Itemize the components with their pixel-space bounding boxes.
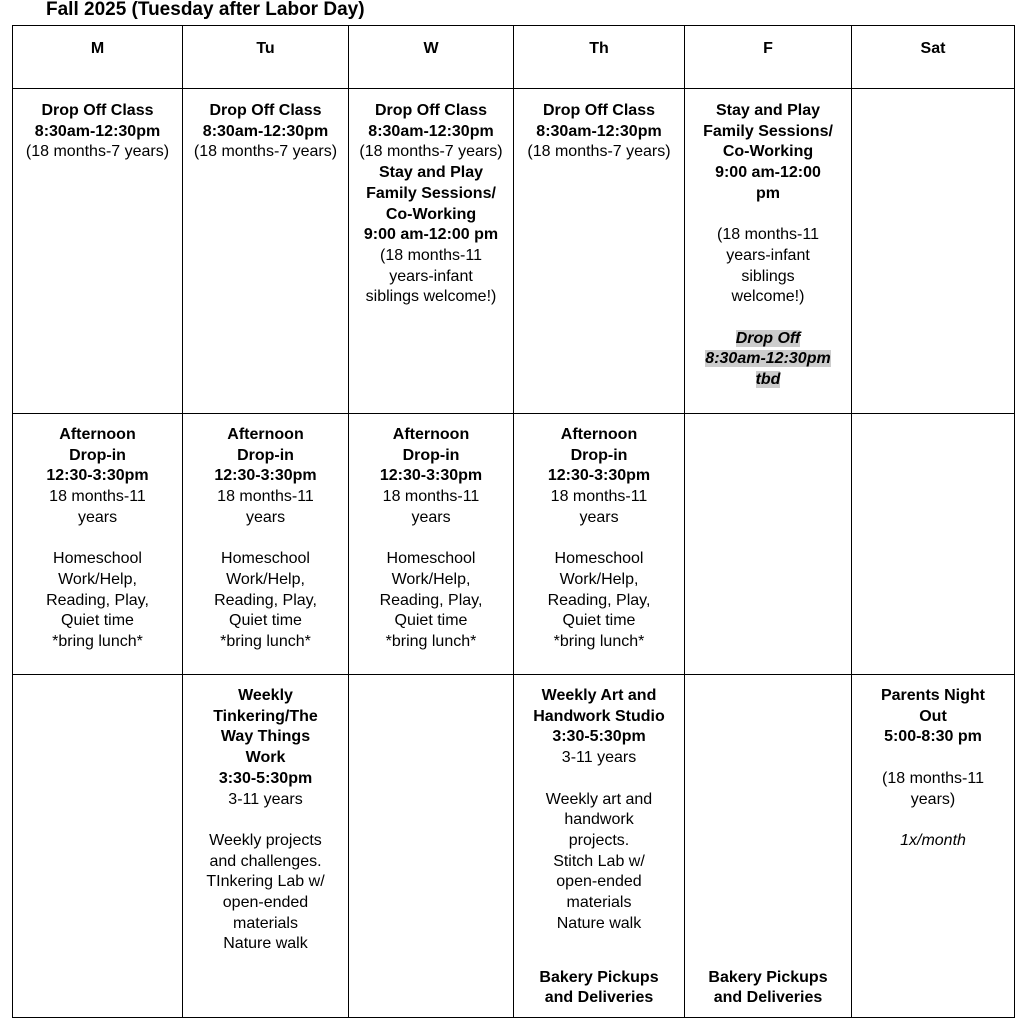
stay-play-time: 9:00 am-12:00 pm — [715, 164, 821, 202]
dropoff-time: 8:30am-12:30pm — [202, 122, 329, 140]
afternoon-note: *bring lunch* — [220, 633, 311, 651]
afternoon-name: Afternoon Drop-in — [59, 426, 136, 464]
bakery-note: Bakery Pickups and Deliveries — [539, 968, 659, 1007]
tinkering-name: Weekly Tinkering/The Way Things Work — [213, 687, 318, 767]
dropoff-time: 8:30am-12:30pm — [34, 122, 161, 140]
day-header-fri: F — [685, 26, 852, 89]
afternoon-desc: Homeschool Work/Help, Reading, Play, Quiet time — [214, 550, 317, 630]
thu-afternoon-cell — [514, 414, 685, 675]
afternoon-note: *bring lunch* — [52, 633, 143, 651]
afternoon-ages: 18 months-11 years — [217, 488, 314, 526]
afternoon-desc: Homeschool Work/Help, Reading, Play, Quiet time — [379, 550, 483, 630]
dropoff-time: 8:30am-12:30pm — [368, 122, 494, 140]
dropoff-name: Drop Off Class — [41, 102, 154, 119]
friday-dropoff-line2: 8:30am-12:30pm — [705, 350, 831, 368]
afternoon-ages: 18 months-11 years — [382, 488, 480, 526]
afternoon-row — [13, 414, 1015, 675]
tue-tinkering-cell — [183, 675, 349, 1018]
tue-afternoon-cell — [183, 414, 349, 675]
stay-play-ages: (18 months-11 years-infant siblings welcome!) — [365, 246, 497, 306]
stay-play-name: Stay and Play Family Sessions/ Co-Working — [703, 102, 833, 161]
day-header-wed: W — [349, 26, 514, 89]
dropoff-name: Drop Off Class — [374, 102, 487, 119]
thu-art-cell — [514, 675, 685, 1018]
tinkering-ages: 3-11 years — [228, 790, 303, 808]
afternoon-ages: 18 months-11 years — [550, 488, 648, 526]
mon-afternoon-cell — [13, 414, 183, 675]
day-header-row — [13, 26, 1015, 89]
stay-play-time: 9:00 am-12:00 pm — [363, 226, 499, 244]
dropoff-name: Drop Off Class — [209, 102, 322, 119]
day-header-tue: Tu — [183, 26, 349, 89]
tinkering-walk: Nature walk — [223, 935, 308, 953]
sat-parents-night-cell — [852, 675, 1015, 1018]
sat-afternoon-cell — [852, 414, 1015, 675]
tue-dropoff-cell — [183, 89, 349, 414]
afternoon-desc: Homeschool Work/Help, Reading, Play, Quiet time — [547, 550, 651, 630]
art-name: Weekly Art and Handwork Studio — [533, 687, 665, 725]
friday-dropoff-line3: tbd — [755, 371, 781, 389]
day-header-thu: Th — [514, 26, 685, 89]
tinkering-time: 3:30-5:30pm — [218, 769, 313, 787]
bakery-note: Bakery Pickups and Deliveries — [708, 968, 828, 1007]
art-stitch: Stitch Lab w/ open-ended materials — [553, 852, 645, 912]
afternoon-time: 12:30-3:30pm — [379, 467, 483, 485]
wed-dropoff-cell — [349, 89, 514, 414]
afternoon-ages: 18 months-11 years — [49, 488, 146, 526]
stay-play-name: Stay and Play Family Sessions/ Co-Working — [366, 164, 496, 223]
art-walk: Nature walk — [556, 914, 642, 932]
parents-night-freq: 1x/month — [900, 831, 966, 849]
afternoon-name: Afternoon Drop-in — [392, 426, 470, 464]
afternoon-time: 12:30-3:30pm — [214, 467, 317, 485]
dropoff-ages: (18 months-7 years) — [359, 143, 503, 161]
schedule-table — [12, 25, 1015, 1018]
afternoon-name: Afternoon Drop-in — [227, 426, 304, 464]
dropoff-name: Drop Off Class — [542, 102, 655, 119]
afternoon-note: *bring lunch* — [385, 633, 477, 651]
evening-row — [13, 675, 1015, 1018]
parents-night-name: Parents Night Out — [880, 687, 985, 725]
stay-play-ages: (18 months-11 years-infant siblings welcome!) — [717, 226, 819, 306]
afternoon-time: 12:30-3:30pm — [46, 467, 149, 485]
wed-afternoon-cell — [349, 414, 514, 675]
dropoff-time: 8:30am-12:30pm — [536, 122, 662, 140]
friday-dropoff-line1: Drop Off — [735, 329, 801, 347]
fri-afternoon-cell — [685, 414, 852, 675]
dropoff-ages: (18 months-7 years) — [527, 143, 671, 161]
wed-evening-cell — [349, 675, 514, 1018]
art-desc: Weekly art and handwork projects. — [545, 790, 653, 849]
day-header-sat: Sat — [852, 26, 1015, 89]
morning-row — [13, 89, 1015, 414]
art-ages: 3-11 years — [561, 749, 637, 767]
dropoff-ages: (18 months-7 years) — [25, 143, 170, 161]
tinkering-desc: Weekly projects and challenges. TInkering Lab w/ open-ended materials — [206, 831, 325, 932]
fri-stay-play-cell — [685, 89, 852, 414]
fri-evening-cell — [685, 675, 852, 1018]
sat-morning-cell — [852, 89, 1015, 414]
art-time: 3:30-5:30pm — [552, 728, 646, 746]
schedule-title: Fall 2025 (Tuesday after Labor Day) — [46, 0, 365, 20]
mon-dropoff-cell — [13, 89, 183, 414]
mon-evening-cell — [13, 675, 183, 1018]
afternoon-name: Afternoon Drop-in — [560, 426, 638, 464]
parents-night-time: 5:00-8:30 pm — [884, 728, 982, 746]
thu-dropoff-cell — [514, 89, 685, 414]
afternoon-note: *bring lunch* — [553, 633, 645, 651]
day-header-mon: M — [13, 26, 183, 89]
parents-night-ages: (18 months-11 years) — [882, 769, 984, 808]
dropoff-ages: (18 months-7 years) — [193, 143, 338, 161]
afternoon-time: 12:30-3:30pm — [547, 467, 651, 485]
afternoon-desc: Homeschool Work/Help, Reading, Play, Quiet time — [46, 550, 149, 630]
